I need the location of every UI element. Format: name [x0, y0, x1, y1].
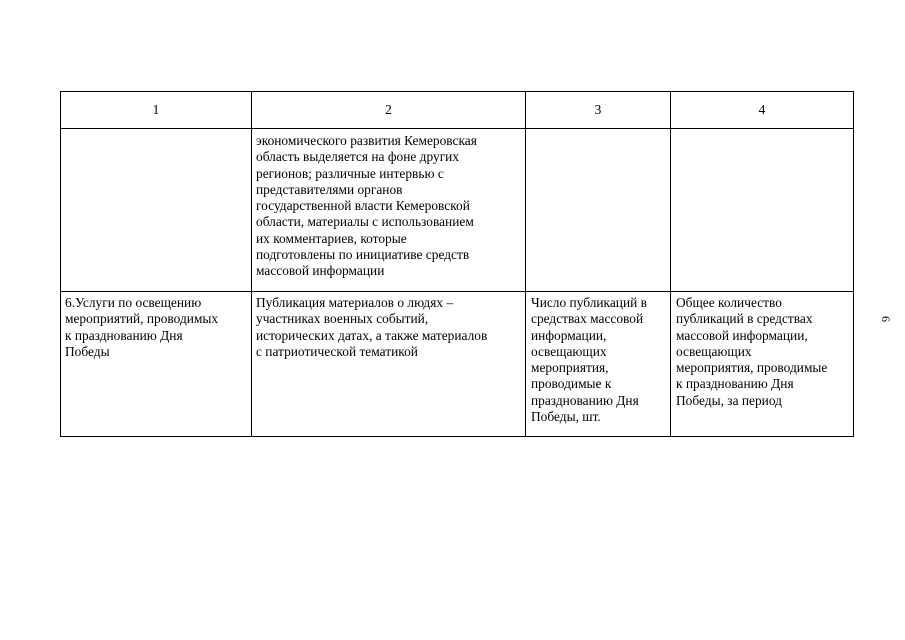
page-number: 6 — [879, 316, 893, 322]
table-cell-service — [61, 292, 252, 437]
header-cell-1: 1 — [61, 92, 252, 129]
cell-text: Публикация материалов о людях – участниках военных событий, исторических датах, а также материалов с патриотической тематикой — [256, 295, 488, 359]
table-cell-calculation — [671, 292, 854, 437]
cell-text — [526, 129, 670, 137]
table-header-row — [61, 92, 854, 129]
table-cell-service — [61, 129, 252, 292]
cell-text — [671, 129, 853, 137]
table-row — [61, 129, 854, 292]
cell-text: Общее количество публикаций в средствах массовой информации, освещающих мероприятия, проводимые к празднованию Дня Победы, за период — [676, 295, 828, 408]
cell-text: экономического развития Кемеровская область выделяется на фоне других регионов; различные интервью с представителями органов государственной власти Кемеровской области, материалы с использованием их комментариев, которые подготовлены по инициативе средств массовой информации — [256, 133, 477, 279]
indicators-table — [60, 91, 854, 437]
cell-text: 6.Услуги по освещению мероприятий, проводимых к празднованию Дня Победы — [65, 295, 219, 359]
header-cell-3: 3 — [526, 92, 671, 129]
table-cell-content — [252, 292, 526, 437]
header-cell-2: 2 — [252, 92, 526, 129]
table-row — [61, 292, 854, 437]
table-cell-indicator — [526, 129, 671, 292]
table-cell-content — [252, 129, 526, 292]
table-cell-calculation — [671, 129, 854, 292]
cell-text — [61, 129, 251, 137]
table-cell-indicator — [526, 292, 671, 437]
cell-text: Число публикаций в средствах массовой информации, освещающих мероприятия, проводимые к празднованию Дня Победы, шт. — [531, 295, 647, 425]
header-cell-4: 4 — [671, 92, 854, 129]
